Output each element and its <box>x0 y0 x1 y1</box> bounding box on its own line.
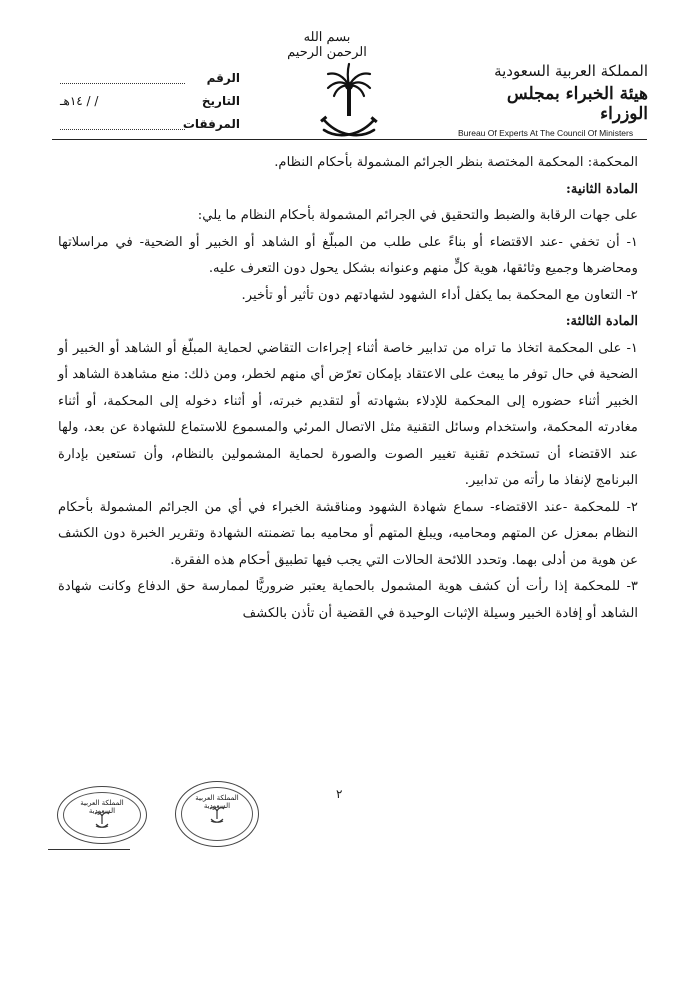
page-number: ٢ <box>336 787 343 801</box>
footer-rule <box>48 849 130 850</box>
organization-block <box>458 62 648 138</box>
reference-line <box>60 71 185 84</box>
date-value: / / ١٤هـ <box>60 93 99 108</box>
date-row <box>60 89 240 112</box>
attachments-line <box>60 117 185 130</box>
article-2-intro: على جهات الرقابة والضبط والتحقيق في الجرائم المشمولة بأحكام النظام ما يلي: <box>197 208 638 223</box>
basmala: بسم الله الرحمن الرحيم <box>287 30 367 60</box>
article-2-item-2: ٢- التعاون مع المحكمة بما يكفل أداء الشهود لشهادتهم دون تأثير أو تأخير. <box>241 287 638 303</box>
article-3-title: المادة الثالثة: <box>565 314 638 329</box>
article-2-item-1: ١- أن تخفي -عند الاقتضاء أو بناءً على طلب من المبلّغ أو الشاهد أو الخبير أو الضحية- في مراسلاتها ومحاضرها وجميع وثائقها، هوية كلٍّ منهم وعنوانه بشكل يحول دون التعرف عليه. <box>58 234 638 276</box>
bureau-name-english: Bureau Of Experts At The Council Of Ministers <box>458 128 634 138</box>
date-label: التاريخ <box>201 93 240 108</box>
attachments-label: المرفقات <box>182 116 240 131</box>
saudi-emblem-icon <box>314 58 384 148</box>
seal-emblem-icon <box>94 809 110 829</box>
document-body <box>58 150 638 627</box>
seal-right-text: المملكة العربية السعودية <box>195 794 239 810</box>
reference-label: الرقم <box>206 70 240 85</box>
article-2-title: المادة الثانية: <box>566 181 638 197</box>
header-divider <box>52 139 647 140</box>
reference-fields <box>60 66 240 135</box>
official-seal-right <box>175 781 259 847</box>
court-definition: المحكمة: المحكمة المختصة بنظر الجرائم المشمولة بأحكام النظام. <box>274 155 638 170</box>
seal-emblem-icon <box>209 804 225 824</box>
official-seal-left <box>57 786 147 844</box>
article-3-item-2: ٢- للمحكمة -عند الاقتضاء- سماع شهادة الشهود ومناقشة الخبراء في أي من الجرائم المشمولة بأحكام النظام بمعزل عن المتهم ومحاميه، ويبلغ المتهم أو محاميه بما تضمنته الشهادة وتقرير الخبرة دون الكشف عن هوية من أدلى بهما. وتحدد اللائحة الحالات التي يجب فيها تطبيق أحكام هذه الفقرة. <box>58 499 638 568</box>
attachments-row <box>60 112 240 135</box>
reference-row <box>60 66 240 89</box>
kingdom-name: المملكة العربية السعودية <box>494 62 648 80</box>
bureau-name-arabic: هيئة الخبراء بمجلس الوزراء <box>506 84 648 124</box>
article-3-item-3: ٣- للمحكمة إذا رأت أن كشف هوية المشمول بالحماية يعتبر ضروريًّا لممارسة حق الدفاع وكانت شهادة الشاهد أو إفادة الخبير وسيلة الإثبات الوحيدة في القضية أن تأذن بالكشف <box>58 579 638 621</box>
seal-left-text: المملكة العربية السعودية <box>80 799 124 815</box>
article-3-item-1: ١- على المحكمة اتخاذ ما تراه من تدابير خاصة أثناء إجراءات التقاضي لحماية المبلّغ أو الشاهد أو الخبير أو الضحية في حال توفر ما يبعث على الاعتقاد بإمكان تعرّض أي منهم لخطر، ومن ذلك: منع مشاهدة الشاهد أو الخبير أثناء حضوره إلى المحكمة للإدلاء بشهادته أو لتقديم خبرته، أو أثناء دخوله إلى المحكمة، أو أثناء مغادرته المحكمة، واستخدام وسائل التقنية مثل الاتصال المرئي والمسموع للاستماع للشهادة عن بعد، ولها عند الاقتضاء أن تستخدم تقنية تغيير الصوت والصورة لحماية المشمولين بالنظام، وأن تستعين بإدارة البرنامج لإنفاذ ما رأته من تدابير. <box>58 340 638 488</box>
